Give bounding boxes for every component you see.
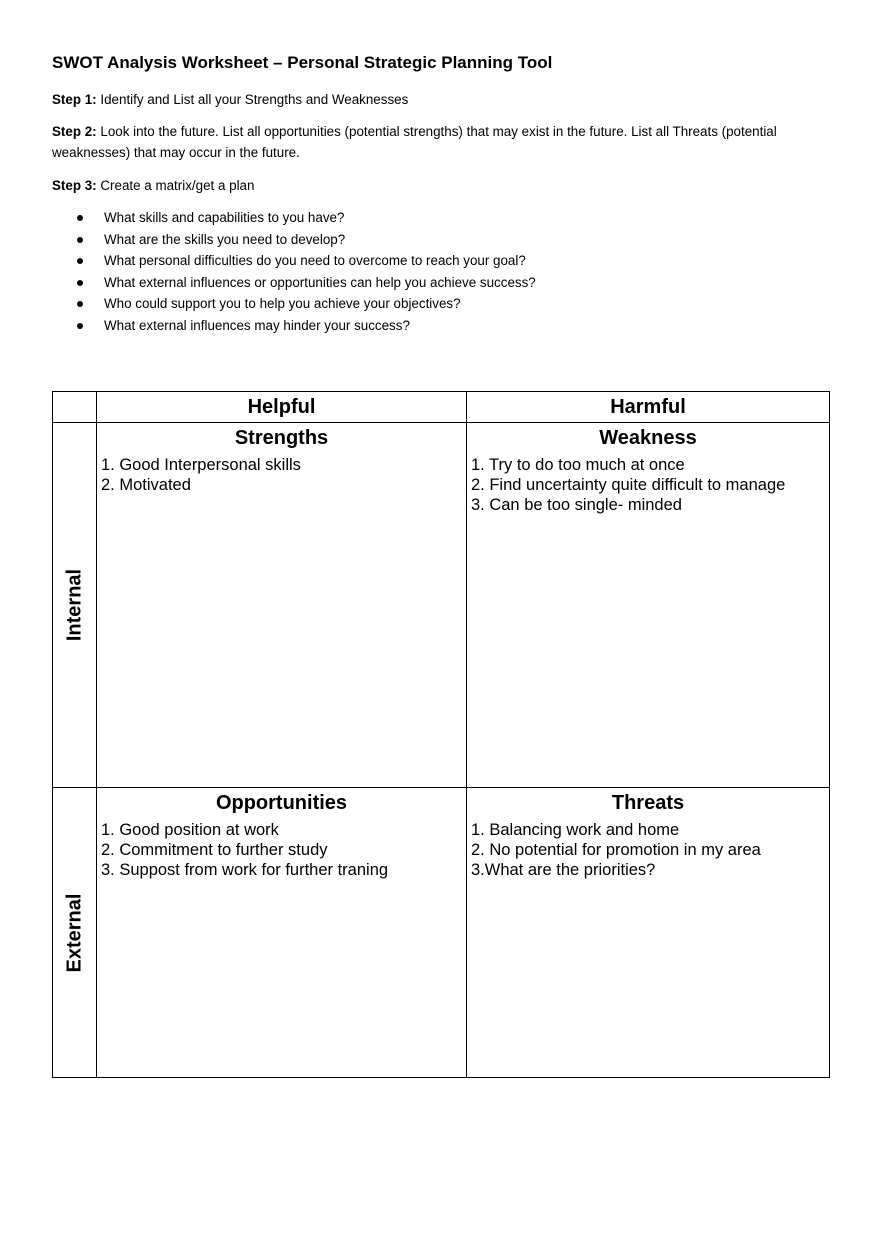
step-3 xyxy=(52,175,812,196)
swot-matrix xyxy=(52,391,830,1078)
list-item: 2. Commitment to further study xyxy=(101,841,328,860)
list-item: 3. Suppost from work for further traning xyxy=(101,861,389,880)
question-item: What are the skills you need to develop? xyxy=(52,229,536,251)
strengths-cell xyxy=(97,423,467,788)
question-item: Who could support you to help you achieve your objectives? xyxy=(52,293,536,315)
list-item: 3. Can be too single- minded xyxy=(471,496,682,515)
step-1-text: Identify and List all your Strengths and Weaknesses xyxy=(96,92,409,107)
list-item: 1. Good position at work xyxy=(101,821,279,839)
row-header-external: External xyxy=(53,788,97,1078)
question-item: What external influences may hinder your success? xyxy=(52,315,536,337)
question-item: What external influences or opportunities can help you achieve success? xyxy=(52,272,536,294)
question-item: What skills and capabilities to you have? xyxy=(52,207,536,229)
corner-cell xyxy=(53,392,97,423)
list-item: 2. Find uncertainty quite difficult to manage xyxy=(471,476,786,495)
strengths-title: Strengths xyxy=(234,427,329,449)
bullet-icon xyxy=(77,301,83,307)
page-title: SWOT Analysis Worksheet – Personal Strategic Planning Tool xyxy=(52,53,553,72)
weakness-list xyxy=(471,455,829,516)
opportunities-title: Opportunities xyxy=(215,792,348,814)
column-header-harmful: Harmful xyxy=(467,392,830,423)
step-1-label: Step 1: xyxy=(52,92,97,107)
question-list xyxy=(52,207,536,337)
list-item: 2. Motivated xyxy=(101,476,191,495)
step-2 xyxy=(52,121,812,163)
bullet-icon xyxy=(77,237,83,243)
column-header-helpful: Helpful xyxy=(97,392,467,423)
list-item: 2. No potential for promotion in my area xyxy=(471,841,761,860)
question-item: What personal difficulties do you need to overcome to reach your goal? xyxy=(52,250,536,272)
step-3-text: Create a matrix/get a plan xyxy=(96,178,255,193)
list-item: 1. Try to do too much at once xyxy=(471,456,685,474)
bullet-icon xyxy=(77,280,83,286)
bullet-icon xyxy=(77,258,83,264)
step-2-label: Step 2: xyxy=(52,124,97,139)
step-2-text: Look into the future. List all opportunities (potential strengths) that may exist in the future. List all Threats (potential weaknesses) that may occur in the future. xyxy=(52,124,777,160)
row-header-internal: Internal xyxy=(53,423,97,788)
list-item: 3.What are the priorities? xyxy=(471,861,656,880)
strengths-list xyxy=(101,455,466,495)
opportunities-cell xyxy=(97,788,467,1078)
step-3-label: Step 3: xyxy=(52,178,97,193)
weakness-cell xyxy=(467,423,830,788)
bullet-icon xyxy=(77,215,83,221)
threats-cell xyxy=(467,788,830,1078)
threats-list xyxy=(471,820,829,881)
step-1 xyxy=(52,89,812,110)
list-item: 1. Good Interpersonal skills xyxy=(101,456,301,474)
threats-title: Threats xyxy=(611,792,685,814)
bullet-icon xyxy=(77,323,83,329)
list-item: 1. Balancing work and home xyxy=(471,821,680,839)
weakness-title: Weakness xyxy=(599,427,697,449)
opportunities-list xyxy=(101,820,466,881)
